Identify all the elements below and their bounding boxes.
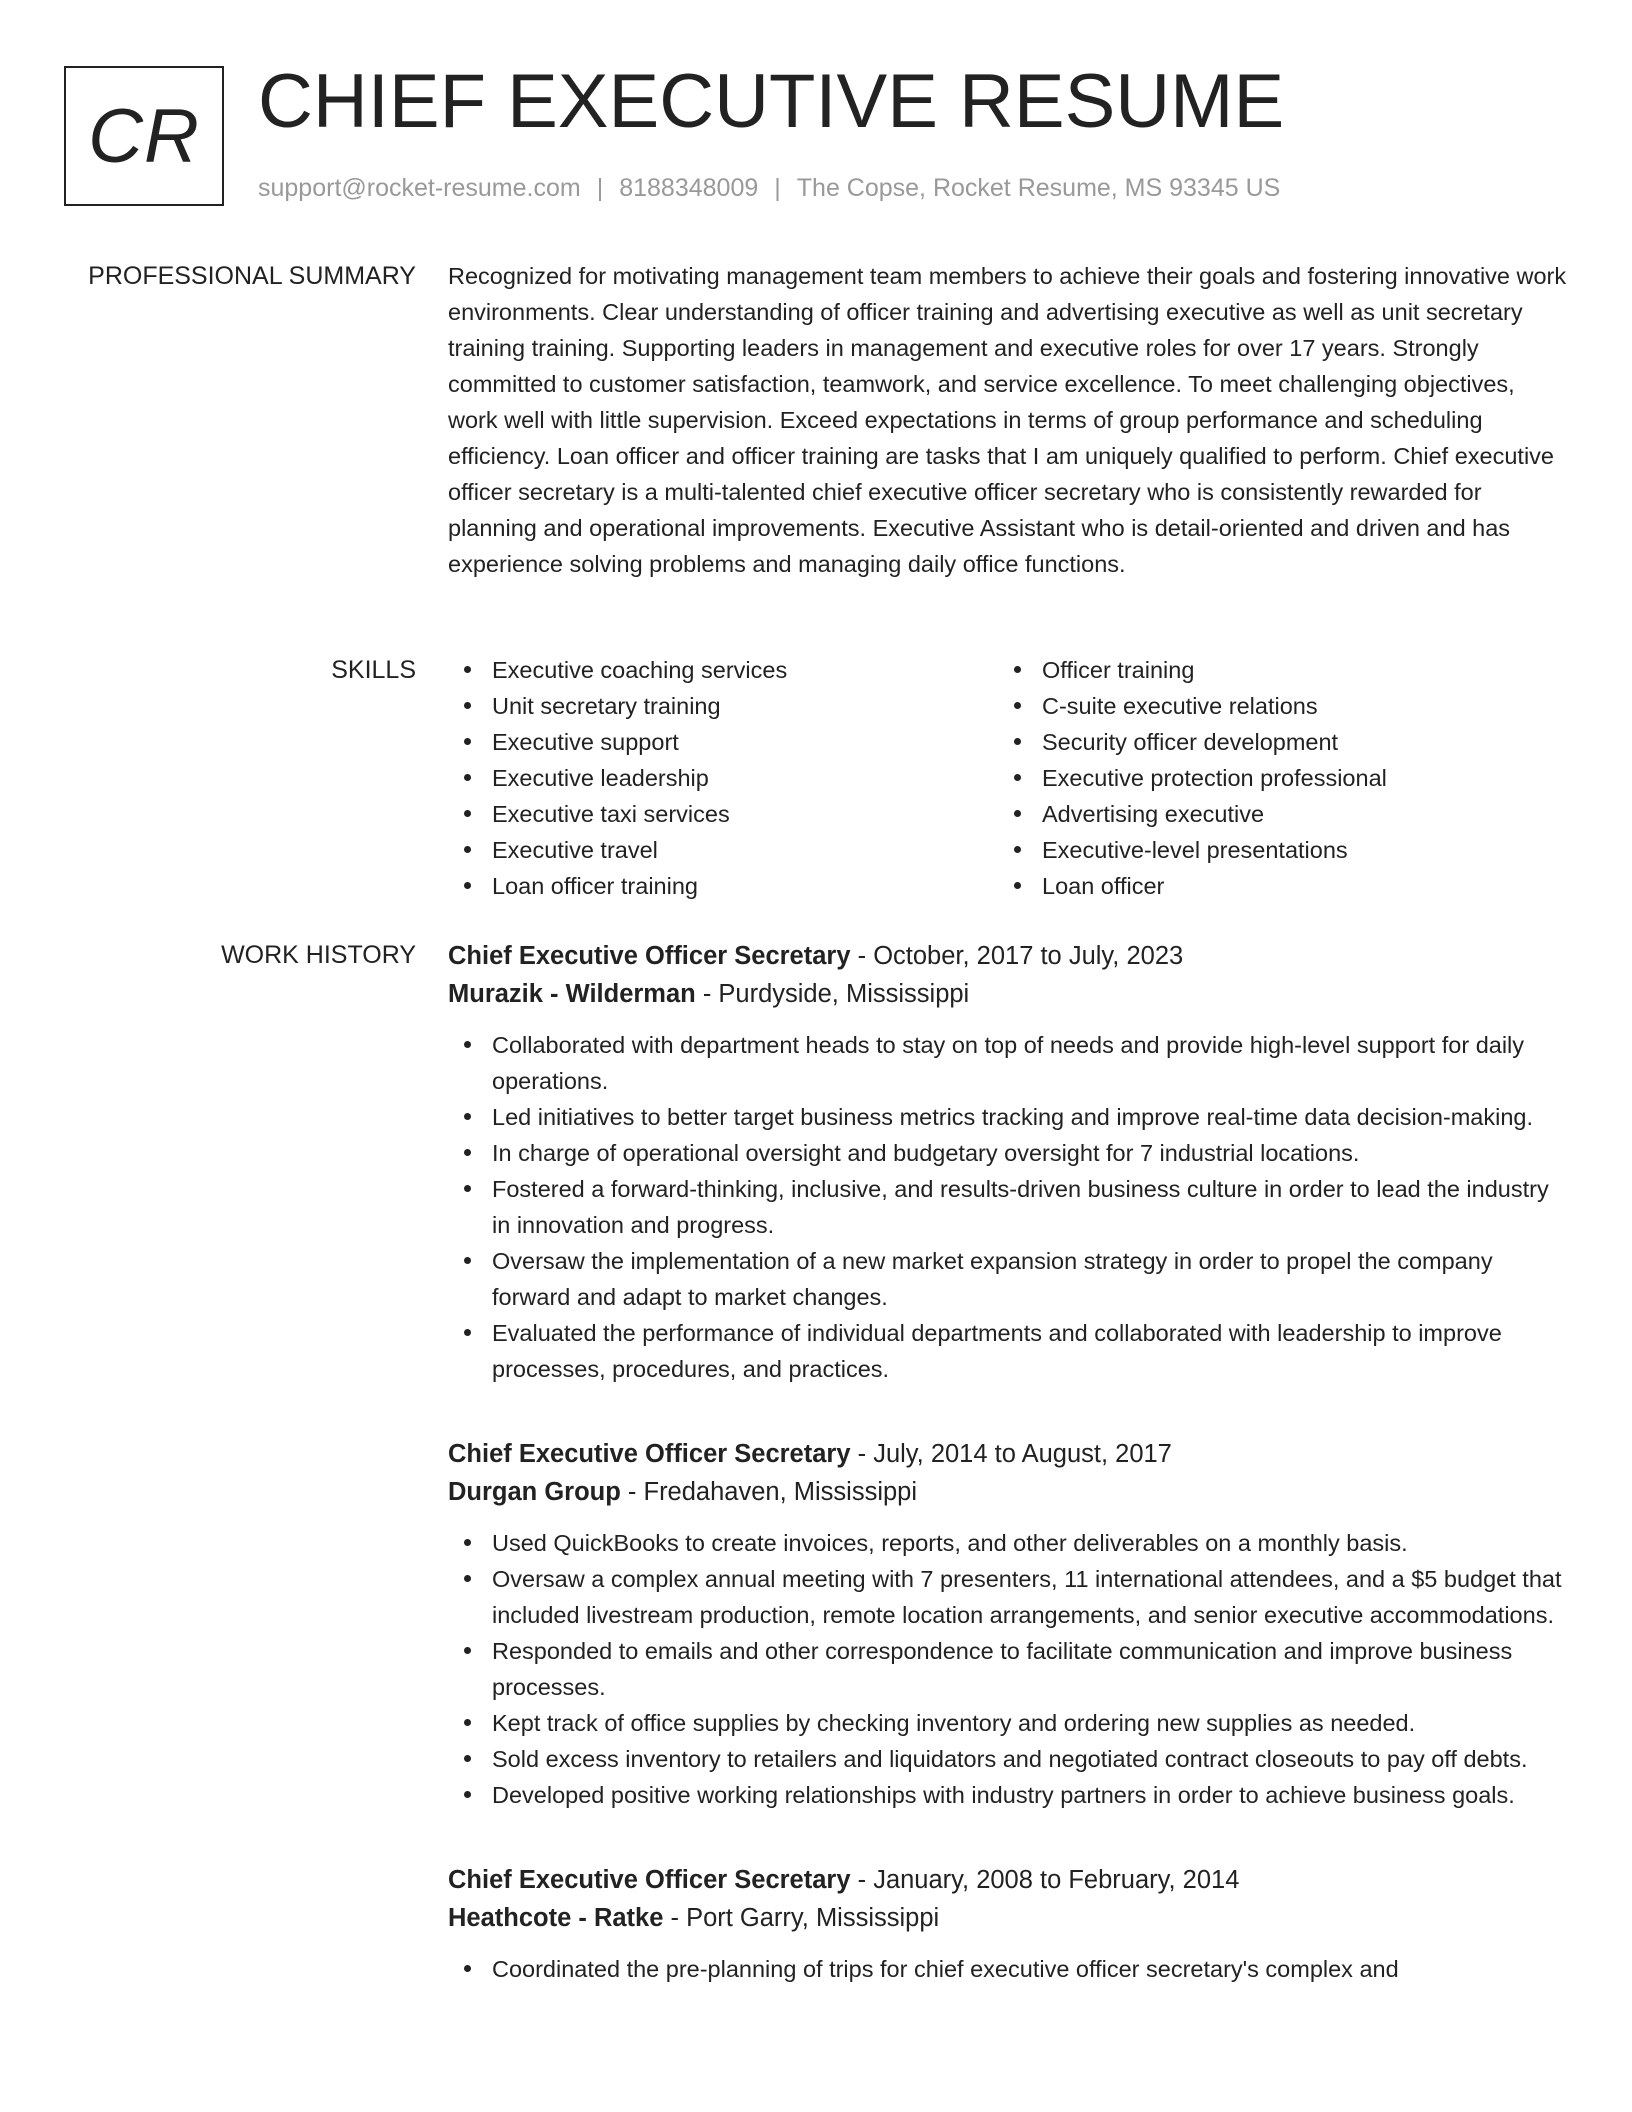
monogram-logo	[64, 66, 224, 206]
contact-address: The Copse, Rocket Resume, MS 93345 US	[796, 174, 1281, 202]
job-bullet: In charge of operational oversight and budgetary oversight for 7 industrial locations.	[448, 1135, 1568, 1171]
job-title: Chief Executive Officer Secretary	[448, 942, 851, 970]
summary-body	[448, 258, 1568, 582]
skill-item: Unit secretary training	[448, 688, 998, 724]
work-history-body	[448, 937, 1568, 1987]
job-dates: - July, 2014 to August, 2017	[850, 1440, 1172, 1468]
job-bullet: Led initiatives to better target business metrics tracking and improve real-time data decision-making.	[448, 1099, 1568, 1135]
job-bullet: Oversaw the implementation of a new market expansion strategy in order to propel the company forward and adapt to market changes.	[448, 1243, 1568, 1315]
contact-separator: |	[596, 174, 604, 202]
job-header	[448, 937, 1568, 975]
skill-item: Executive support	[448, 724, 998, 760]
skill-item: Advertising executive	[998, 796, 1548, 832]
job-title: Chief Executive Officer Secretary	[448, 1440, 851, 1468]
job-location: - Port Garry, Mississippi	[663, 1904, 940, 1932]
summary-text: Recognized for motivating management team members to achieve their goals and fostering innovative work environments. Clear understanding of officer training and advertising executive as well as unit secretary training training. Supporting leaders in management and executive roles for over 17 years. Strongly committed to customer satisfaction, teamwork, and service excellence. To meet challenging objectives, work well with little supervision. Exceed expectations in terms of group performance and scheduling efficiency. Loan officer and officer training are tasks that I am uniquely qualified to perform. Chief executive officer secretary is a multi-talented chief executive officer secretary who is consistently rewarded for planning and operational improvements. Executive Assistant who is detail-oriented and driven and has experience solving problems and managing daily office functions.	[448, 263, 1567, 577]
job-bullet: Evaluated the performance of individual departments and collaborated with leadership to improve processes, procedures, and practices.	[448, 1315, 1568, 1387]
job-entry	[448, 937, 1568, 1387]
job-employer	[448, 1473, 1568, 1511]
skill-item: Loan officer	[998, 868, 1548, 904]
job-bullet: Responded to emails and other correspondence to facilitate communication and improve business processes.	[448, 1633, 1568, 1705]
job-location: - Fredahaven, Mississippi	[620, 1478, 918, 1506]
job-bullet: Sold excess inventory to retailers and liquidators and negotiated contract closeouts to pay off debts.	[448, 1741, 1568, 1777]
summary-heading: PROFESSIONAL SUMMARY	[88, 262, 416, 290]
skills-list-left	[448, 652, 998, 904]
work-history-heading: WORK HISTORY	[221, 941, 416, 969]
job-dates: - October, 2017 to July, 2023	[850, 942, 1184, 970]
job-header	[448, 1861, 1568, 1899]
skills-body	[448, 652, 1568, 904]
job-bullet: Coordinated the pre-planning of trips for chief executive officer secretary's complex and	[448, 1951, 1568, 1987]
job-entry	[448, 1861, 1568, 1987]
job-bullets	[448, 1951, 1568, 1987]
job-bullet: Used QuickBooks to create invoices, reports, and other deliverables on a monthly basis.	[448, 1525, 1568, 1561]
skill-item: Security officer development	[998, 724, 1548, 760]
job-bullet: Collaborated with department heads to stay on top of needs and provide high-level support for daily operations.	[448, 1027, 1568, 1099]
skill-item: Executive protection professional	[998, 760, 1548, 796]
job-entry	[448, 1435, 1568, 1813]
job-dates: - January, 2008 to February, 2014	[850, 1866, 1240, 1894]
resume-title: CHIEF EXECUTIVE RESUME	[258, 59, 1285, 144]
job-employer	[448, 975, 1568, 1013]
job-bullet: Fostered a forward-thinking, inclusive, and results-driven business culture in order to lead the industry in innovation and progress.	[448, 1171, 1568, 1243]
skill-item: Executive taxi services	[448, 796, 998, 832]
job-company: Murazik - Wilderman	[448, 980, 696, 1008]
skill-item: Officer training	[998, 652, 1548, 688]
job-company: Durgan Group	[448, 1478, 621, 1506]
skills-heading: SKILLS	[331, 656, 416, 684]
contact-line	[258, 174, 1280, 203]
job-bullet: Oversaw a complex annual meeting with 7 presenters, 11 international attendees, and a $5 budget that included livestream production, remote location arrangements, and senior executive accommodations.	[448, 1561, 1568, 1633]
job-location: - Purdyside, Mississippi	[695, 980, 970, 1008]
contact-separator: |	[774, 174, 781, 202]
contact-phone: 8188348009	[619, 174, 759, 202]
skill-item: Loan officer training	[448, 868, 998, 904]
skill-item: C-suite executive relations	[998, 688, 1548, 724]
skill-item: Executive travel	[448, 832, 998, 868]
monogram-initials: CR	[88, 93, 200, 179]
skills-list-right	[998, 652, 1548, 904]
skill-item: Executive leadership	[448, 760, 998, 796]
job-title: Chief Executive Officer Secretary	[448, 1866, 851, 1894]
job-bullets	[448, 1525, 1568, 1813]
job-employer	[448, 1899, 1568, 1937]
job-header	[448, 1435, 1568, 1473]
job-bullets	[448, 1027, 1568, 1387]
job-bullet: Developed positive working relationships with industry partners in order to achieve business goals.	[448, 1777, 1568, 1813]
skill-item: Executive coaching services	[448, 652, 998, 688]
contact-email: support@rocket-resume.com	[258, 174, 581, 202]
job-company: Heathcote - Ratke	[448, 1904, 664, 1932]
job-bullet: Kept track of office supplies by checking inventory and ordering new supplies as needed.	[448, 1705, 1568, 1741]
skill-item: Executive-level presentations	[998, 832, 1548, 868]
